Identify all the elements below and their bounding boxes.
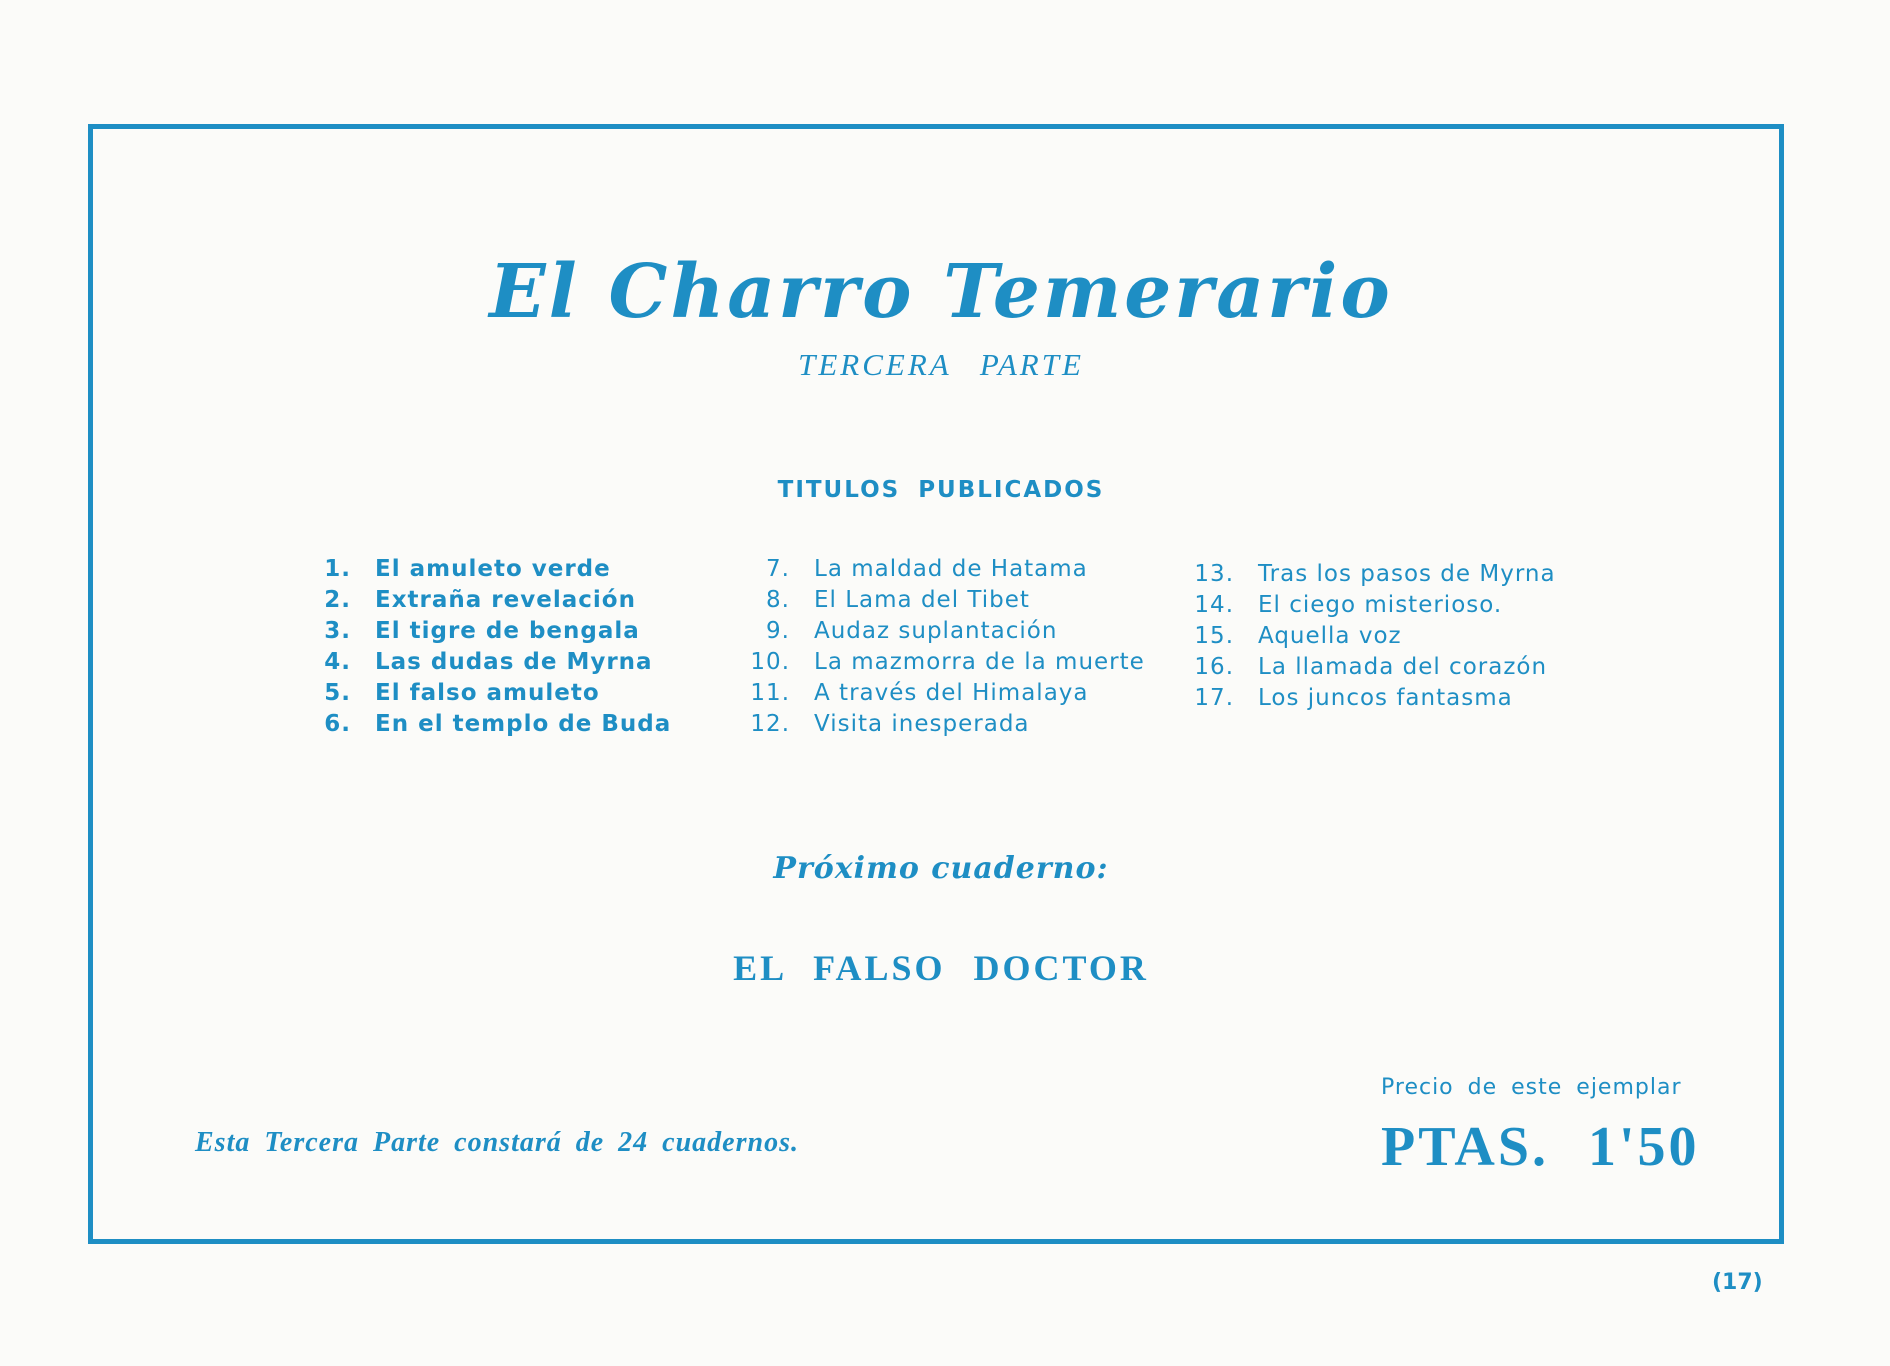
page-border xyxy=(88,124,1784,1244)
list-item: 4. Las dudas de Myrna xyxy=(324,649,653,675)
page-number: (17) xyxy=(1712,1270,1763,1295)
list-item: 2. Extraña revelación xyxy=(324,587,636,613)
price-label: Precio de este ejemplar xyxy=(1381,1075,1682,1100)
list-item: 10. La mazmorra de la muerte xyxy=(750,649,1145,675)
list-item: 5. El falso amuleto xyxy=(324,680,600,706)
comic-title: El Charro Temerario xyxy=(489,249,1393,335)
next-issue-label: Próximo cuaderno: xyxy=(773,851,1109,886)
titles-column-1 xyxy=(305,554,671,740)
titles-column-3 xyxy=(1188,559,1556,714)
list-item: 1. El amuleto verde xyxy=(324,556,611,582)
list-item: 15. Aquella voz xyxy=(1194,623,1402,649)
list-item: 9. Audaz suplantación xyxy=(766,618,1058,644)
part-length-note: Esta Tercera Parte constará de 24 cuadernos. xyxy=(195,1127,799,1158)
list-item: 17. Los juncos fantasma xyxy=(1194,685,1513,711)
list-item: 16. La llamada del corazón xyxy=(1194,654,1548,680)
published-titles-heading: TITULOS PUBLICADOS xyxy=(777,477,1105,503)
next-issue-title: EL FALSO DOCTOR xyxy=(733,948,1149,988)
list-item: 7. La maldad de Hatama xyxy=(766,556,1088,582)
list-item: 14. El ciego misterioso. xyxy=(1194,592,1503,618)
list-item: 13. Tras los pasos de Myrna xyxy=(1194,561,1556,587)
list-item: 3. El tigre de bengala xyxy=(324,618,640,644)
list-item: 11. A través del Himalaya xyxy=(750,680,1089,706)
list-item: 6. En el templo de Buda xyxy=(324,711,672,737)
titles-column-2 xyxy=(744,554,1145,740)
list-item: 12. Visita inesperada xyxy=(750,711,1030,737)
part-subtitle: TERCERA PARTE xyxy=(798,347,1084,382)
price-value: PTAS. 1'50 xyxy=(1381,1116,1700,1178)
list-item: 8. El Lama del Tibet xyxy=(766,587,1030,613)
